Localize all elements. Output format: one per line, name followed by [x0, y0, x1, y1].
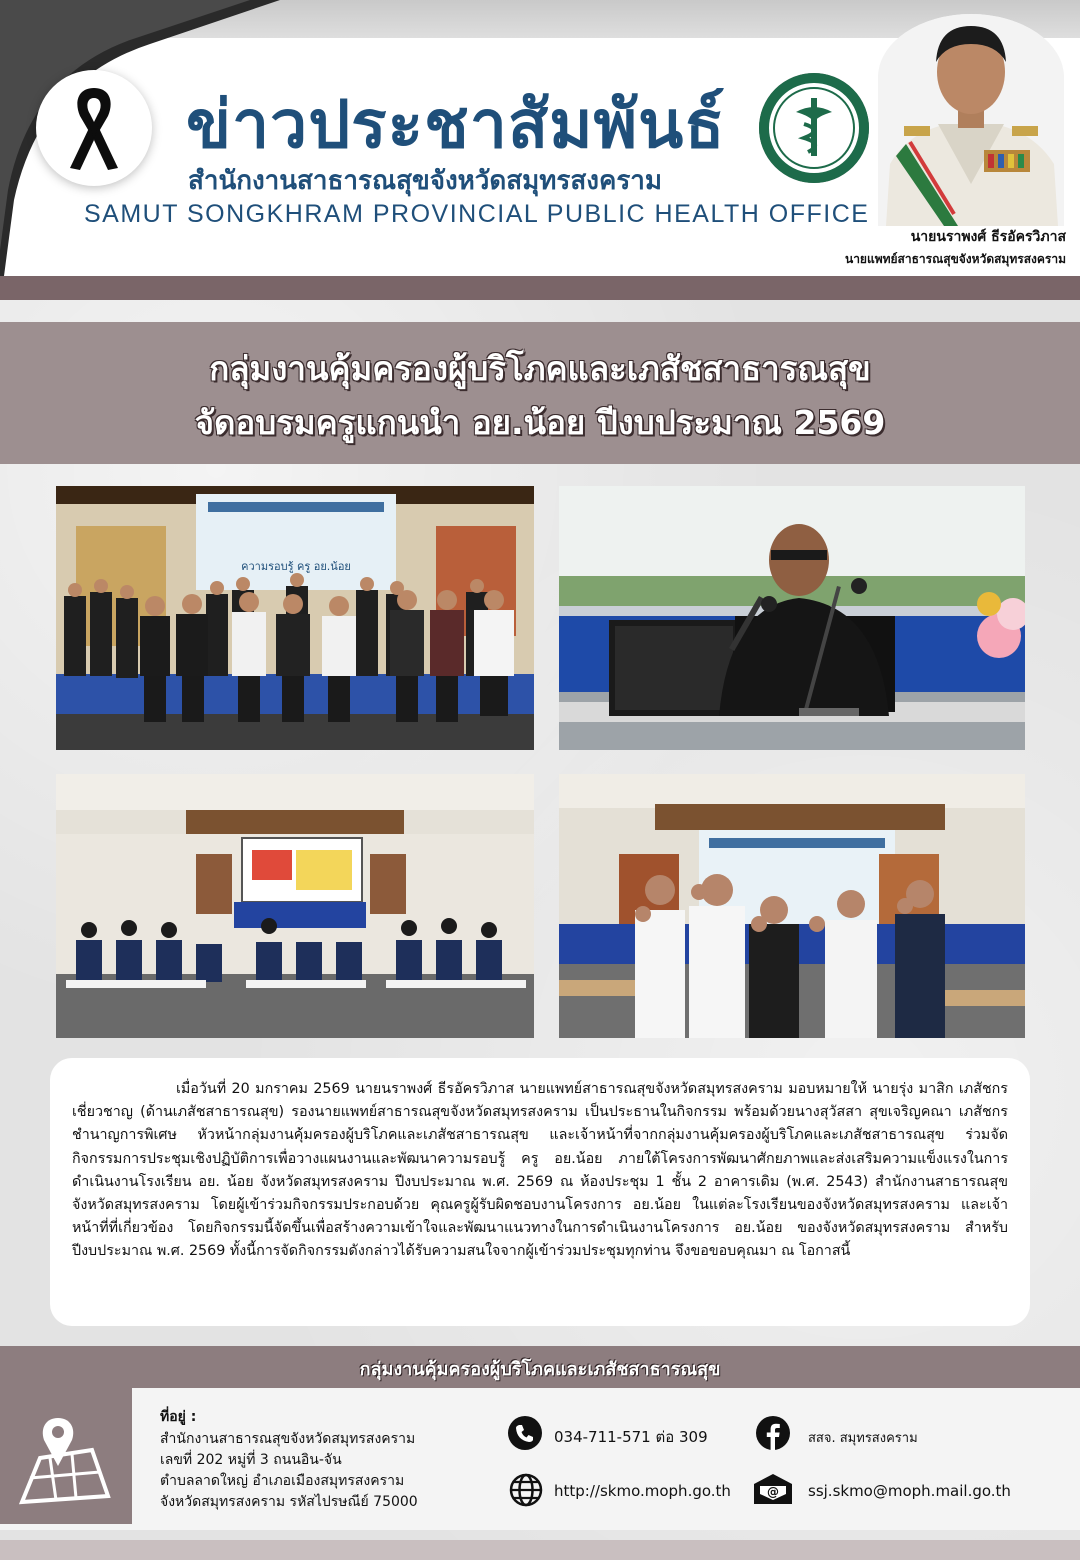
svg-text:@: @ — [767, 1485, 779, 1499]
footer-bottom-band — [0, 1540, 1080, 1560]
email-icon — [752, 1472, 794, 1506]
address-line: เลขที่ 202 หมู่ที่ 3 ถนนอิน-จัน — [160, 1452, 342, 1468]
address-label: ที่อยู่ : — [160, 1409, 197, 1425]
address-line: ตำบลลาดใหญ่ อำเภอเมืองสมุทรสงคราม — [160, 1473, 405, 1489]
map-pin-icon — [0, 1388, 132, 1524]
news-body: เมื่อวันที่ 20 มกราคม 2569 นายนราพงศ์ ธีรอัครวิภาส นายแพทย์สาธารณสุขจังหวัดสมุทรสงคราม มอบหมายให้ นายรุ่ง มาสิก เภสัชกรเชี่ยวชาญ (ด้านเภสัชสาธารณสุข) รองนายแพทย์สาธารณสุขจังหวัดสมุทรสงคราม เป็นประธานในกิจกรรม พร้อมด้วยนางสุวัสสา สุขเจริญคณา เภสัชกรชำนาญการพิเศษ หัวหน้ากลุ่มงานคุ้มครองผู้บริโภคและเภสัชสาธารณสุข และเจ้าหน้าที่จากกลุ่มงานคุ้มครองผู้บริโภคและเภสัชสาธารณสุข ร่วมจัดกิจกรรมการประชุมเชิงปฏิบัติการเพื่อวางแผนงานและพัฒนาความรอบรู้ ครู อย.น้อย ภายใต้โครงการพัฒนาศักยภาพและส่งเสริมความแข็งแรงในการดำเนินงานโรงเรียน อย. น้อย จังหวัดสมุทรสงคราม ปีงบประมาณ พ.ศ. 2569 ณ ห้องประชุม 1 ชั้น 2 อาคารเดิม (พ.ศ. 2543) สำนักงานสาธารณสุขจังหวัดสมุทรสงคราม โดยผู้เข้าร่วมกิจกรรมประกอบด้วย คุณครูผู้รับผิดชอบงานโครงการ อย.น้อย ในแต่ละโรงเรียนของจังหวัดสมุทรสงคราม และเจ้าหน้าที่ที่เกี่ยวข้อง โดยกิจกรรมนี้จัดขึ้นเพื่อสร้างความเข้าใจและพัฒนาแนวทางในการดำเนินงานโครงการ อย.น้อย ของจังหวัดสมุทรสงคราม สำหรับปีงบประมาณ พ.ศ. 2569 ทั้งนี้การจัดกิจกรรมดังกล่าวได้รับความสนใจจากผู้เข้าร่วมประชุมทุกท่าน จึงขอขอบคุณมา ณ โอกาสนี้ — [72, 1081, 1008, 1260]
mourning-ribbon-badge — [36, 70, 152, 186]
photo-meeting-room — [56, 774, 534, 1038]
screen-text: ความรอบรู้ ครู อย.น้อย — [241, 560, 351, 573]
photo-speaker — [559, 486, 1025, 750]
phone-number: 034-711-571 ต่อ 309 — [554, 1428, 708, 1446]
moph-logo — [758, 72, 870, 184]
facebook-icon — [756, 1416, 790, 1450]
header-divider-band — [0, 276, 1080, 300]
director-portrait — [878, 14, 1064, 226]
footer-map-panel — [0, 1388, 132, 1524]
photo-group — [56, 486, 534, 750]
website-link[interactable]: http://skmo.moph.go.th — [554, 1482, 731, 1500]
globe-icon — [508, 1472, 544, 1508]
office-name-th: สำนักงานสาธารณสุขจังหวัดสมุทรสงคราม — [188, 166, 663, 196]
email-link[interactable]: ssj.skmo@moph.mail.go.th — [808, 1482, 1011, 1500]
footer-department: กลุ่มงานคุ้มครองผู้บริโภคและเภสัชสาธารณสุข — [359, 1359, 721, 1380]
director-title: นายแพทย์สาธารณสุขจังหวัดสมุทรสงคราม — [844, 252, 1066, 266]
address-line: สำนักงานสาธารณสุขจังหวัดสมุทรสงคราม — [160, 1431, 416, 1447]
mourning-ribbon-icon — [64, 82, 124, 174]
headline-line-2: จัดอบรมครูแกนนำ อย.น้อย ปีงบประมาณ 2569 — [194, 403, 886, 442]
address-line: จังหวัดสมุทรสงคราม รหัสไปรษณีย์ 75000 — [160, 1494, 418, 1510]
photo-cheer-group — [559, 774, 1025, 1038]
page-title: ข่าวประชาสัมพันธ์ — [186, 86, 726, 163]
phone-icon — [508, 1416, 542, 1450]
director-name: นายนราพงศ์ ธีรอัครวิภาส — [910, 229, 1066, 245]
office-name-en: SAMUT SONGKHRAM PROVINCIAL PUBLIC HEALTH OFFICE — [84, 200, 870, 228]
facebook-page-link[interactable]: สสจ. สมุทรสงคราม — [808, 1431, 918, 1446]
headline-line-1: กลุ่มงานคุ้มครองผู้บริโภคและเภสัชสาธารณสุข — [209, 349, 871, 388]
